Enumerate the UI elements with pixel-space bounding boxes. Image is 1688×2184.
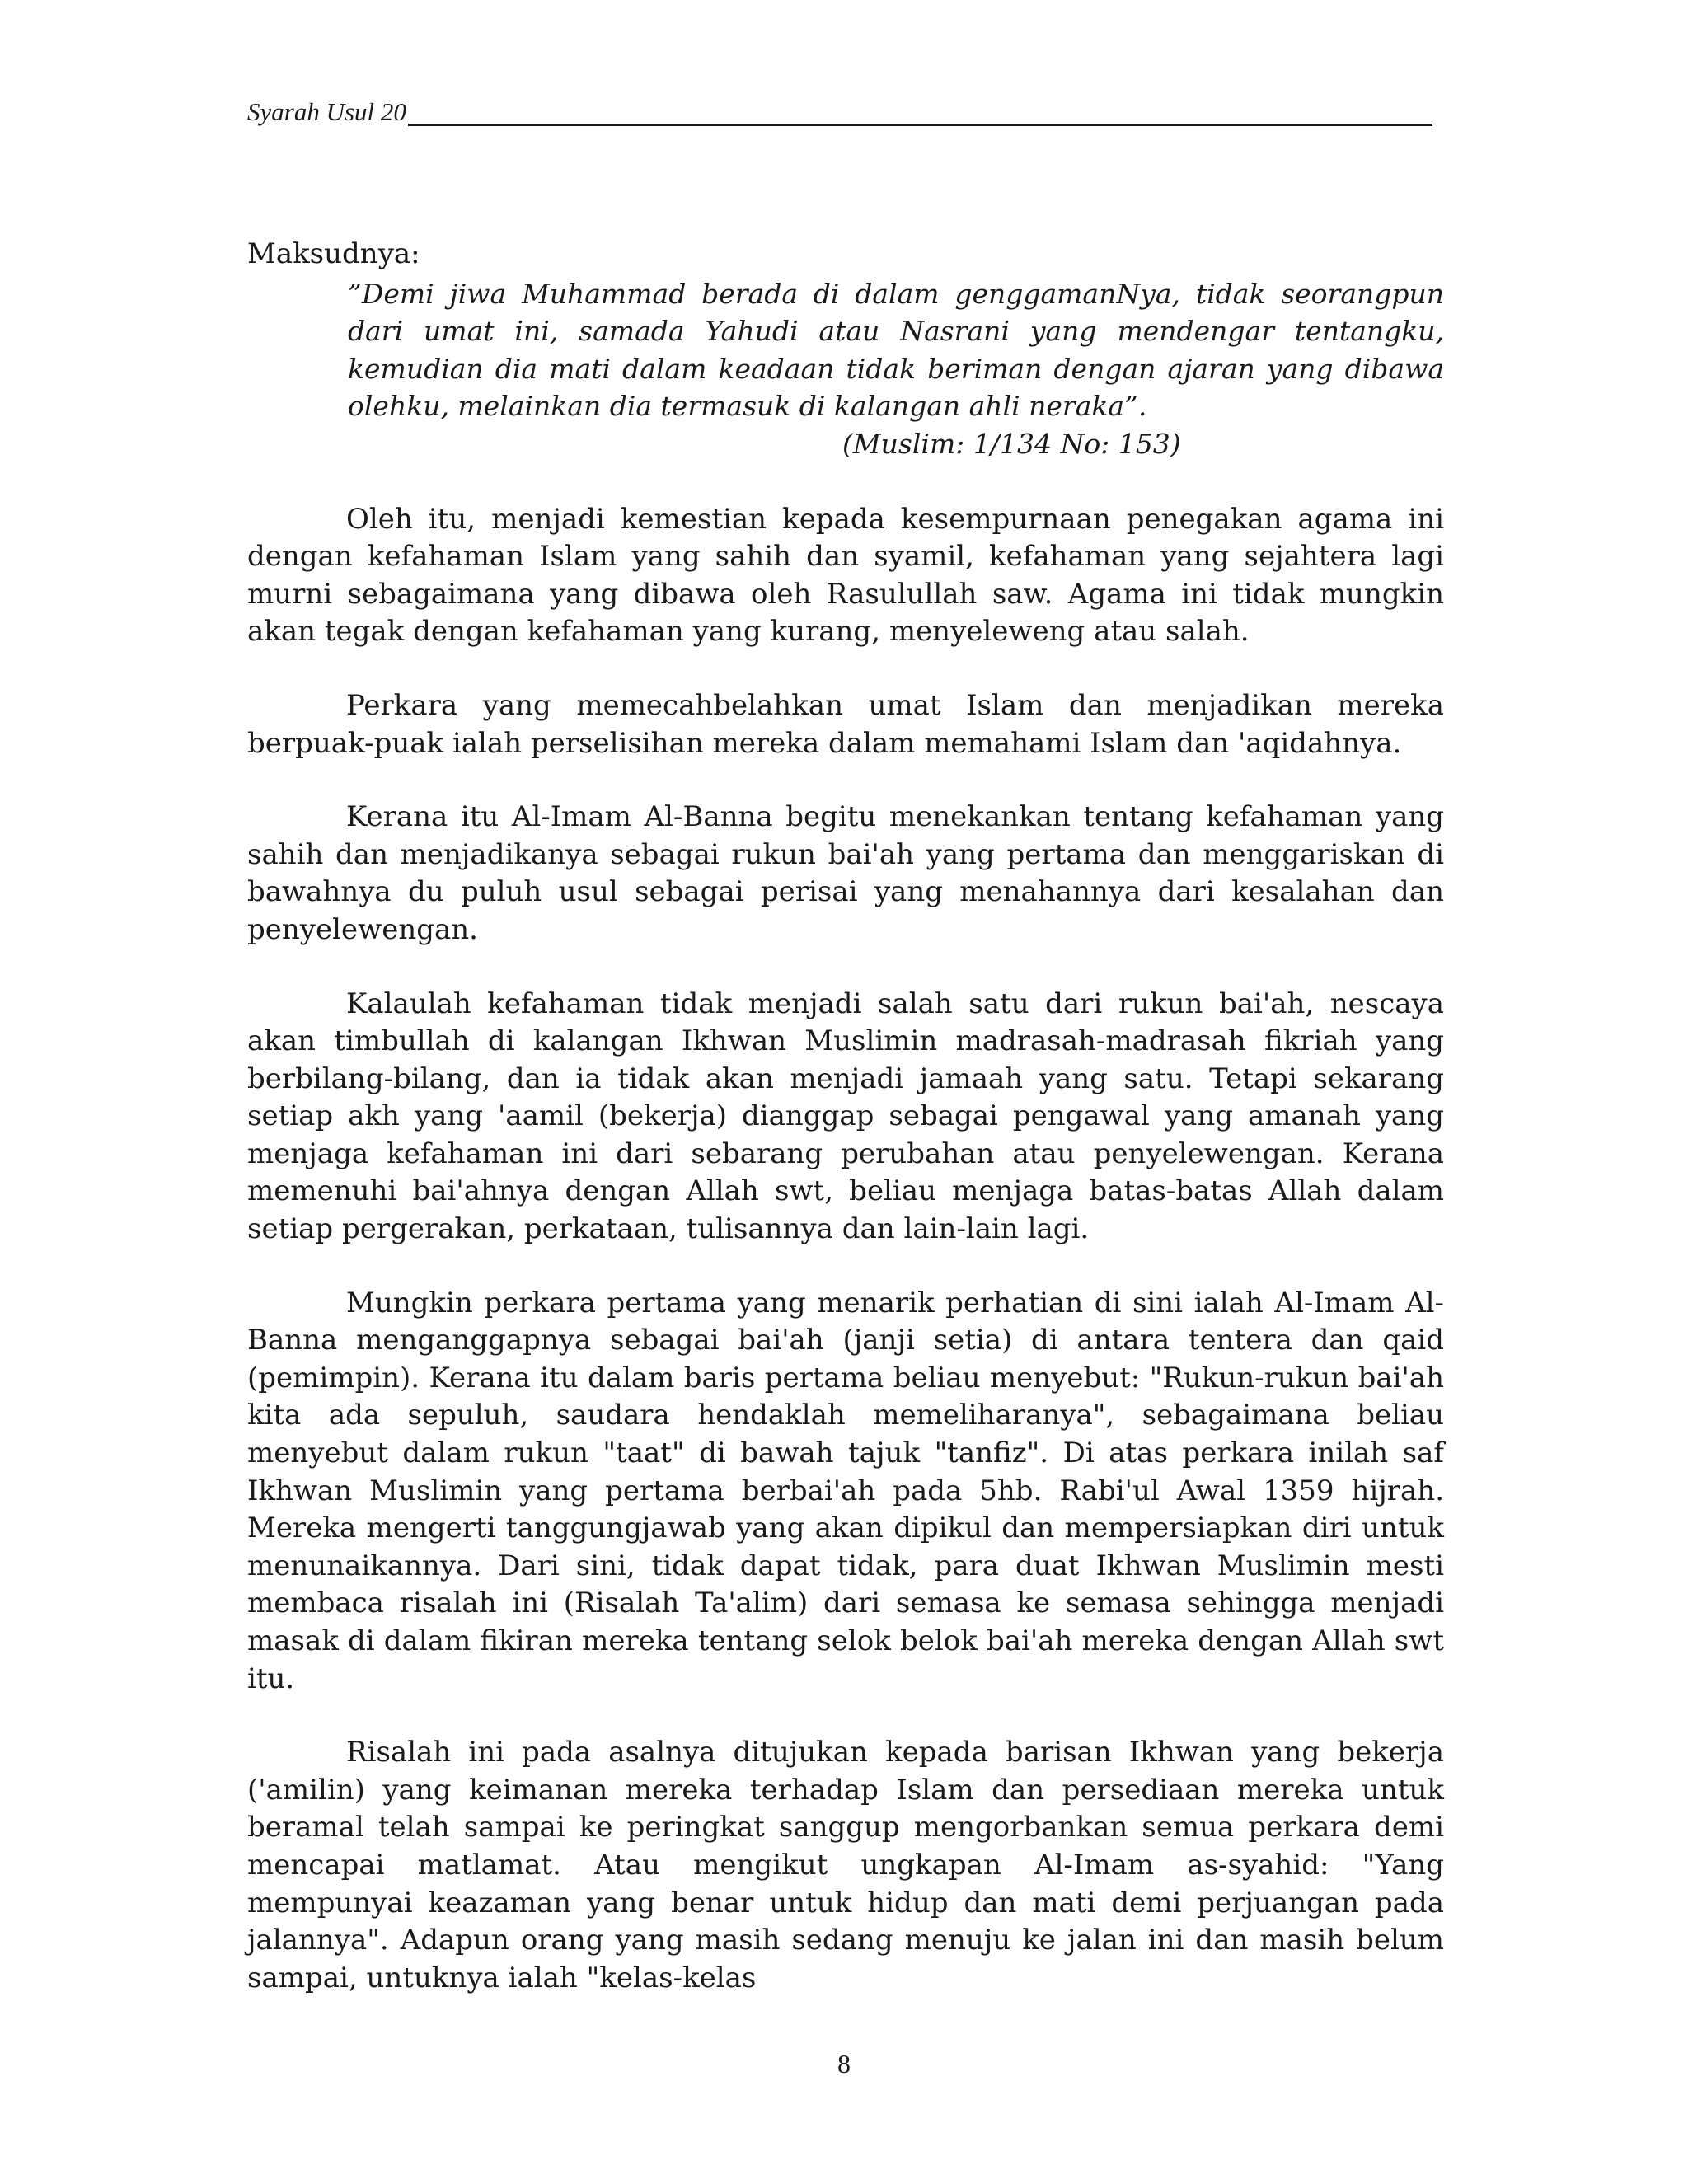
paragraph: Kerana itu Al-Imam Al-Banna begitu menekankan tentang kefahaman yang sahih dan menjadikanya sebagai rukun bai'ah yang pertama dan menggariskan di bawahnya du puluh usul sebagai perisai yang menahannya dari kesalahan dan penyelewengan. <box>247 800 1444 946</box>
page-body <box>247 236 1444 1997</box>
paragraph: Kalaulah kefahaman tidak menjadi salah satu dari rukun bai'ah, nescaya akan timbullah di kalangan Ikhwan Muslimin madrasah-madrasah fikriah yang berbilang-bilang, dan ia tidak akan menjadi jamaah yang satu. Tetapi sekarang setiap akh yang 'aamil (bekerja) dianggap sebagai pengawal yang amanah yang menjaga kefahaman ini dari sebarang perubahan atau penyelewengan. Kerana memenuhi bai'ahnya dengan Allah swt, beliau menjaga batas-batas Allah dalam setiap pergerakan, perkataan, tulisannya dan lain-lain lagi. <box>247 987 1444 1246</box>
header-title: Syarah Usul 20 <box>247 97 406 126</box>
page-number: 8 <box>837 2049 851 2079</box>
hadith-quote: ”Demi jiwa Muhammad berada di dalam genggamanNya, tidak seorangpun dari umat ini, samada Yahudi atau Nasrani yang mendengar tentangku, kemudian dia mati dalam keadaan tidak beriman dengan ajaran yang dibawa olehku, melainkan dia termasuk di kalangan ahli neraka”. <box>348 277 1444 423</box>
paragraph: Risalah ini pada asalnya ditujukan kepada barisan Ikhwan yang bekerja ('amilin) yang keimanan mereka terhadap Islam dan persediaan mereka untuk beramal telah sampai ke peringkat sanggup mengorbankan semua perkara demi mencapai matlamat. Atau mengikut ungkapan Al-Imam as-syahid: "Yang mempunyai keazaman yang benar untuk hidup dan mati demi perjuangan pada jalannya". Adapun orang yang masih sedang menuju ke jalan ini dan masih belum sampai, untuknya ialah "kelas-kelas <box>247 1736 1444 1994</box>
running-header <box>247 99 1432 126</box>
paragraph: Mungkin perkara pertama yang menarik perhatian di sini ialah Al-Imam Al-Banna menganggapnya sebagai bai'ah (janji setia) di antara tentera dan qaid (pemimpin). Kerana itu dalam baris pertama beliau menyebut: "Rukun-rukun bai'ah kita ada sepuluh, saudara hendaklah memeliharanya", sebagaimana beliau menyebut dalam rukun "taat" di bawah tajuk "tanfiz". Di atas perkara inilah saf Ikhwan Muslimin yang pertama berbai'ah pada 5hb. Rabi'ul Awal 1359 hijrah. Mereka mengerti tanggungjawab yang akan dipikul dan mempersiapkan diri untuk menunaikannya. Dari sini, tidak dapat tidak, para duat Ikhwan Muslimin mesti membaca risalah ini (Risalah Ta'alim) dari semasa ke semasa sehingga menjadi masak di dalam fikiran mereka tentang selok belok bai'ah mereka dengan Allah swt itu. <box>247 1286 1444 1695</box>
paragraph: Perkara yang memecahbelahkan umat Islam dan menjadikan mereka berpuak-puak ialah perselisihan mereka dalam memahami Islam dan 'aqidahnya. <box>247 688 1444 760</box>
translation-label: Maksudnya: <box>247 237 420 270</box>
hadith-citation: (Muslim: 1/134 No: 153) <box>842 427 1181 460</box>
header-rule <box>408 124 1432 126</box>
paragraph: Oleh itu, menjadi kemestian kepada kesempurnaan penegakan agama ini dengan kefahaman Islam yang sahih dan syamil, kefahaman yang sejahtera lagi murni sebagaimana yang dibawa oleh Rasulullah saw. Agama ini tidak mungkin akan tegak dengan kefahaman yang kurang, menyeleweng atau salah. <box>247 502 1444 649</box>
